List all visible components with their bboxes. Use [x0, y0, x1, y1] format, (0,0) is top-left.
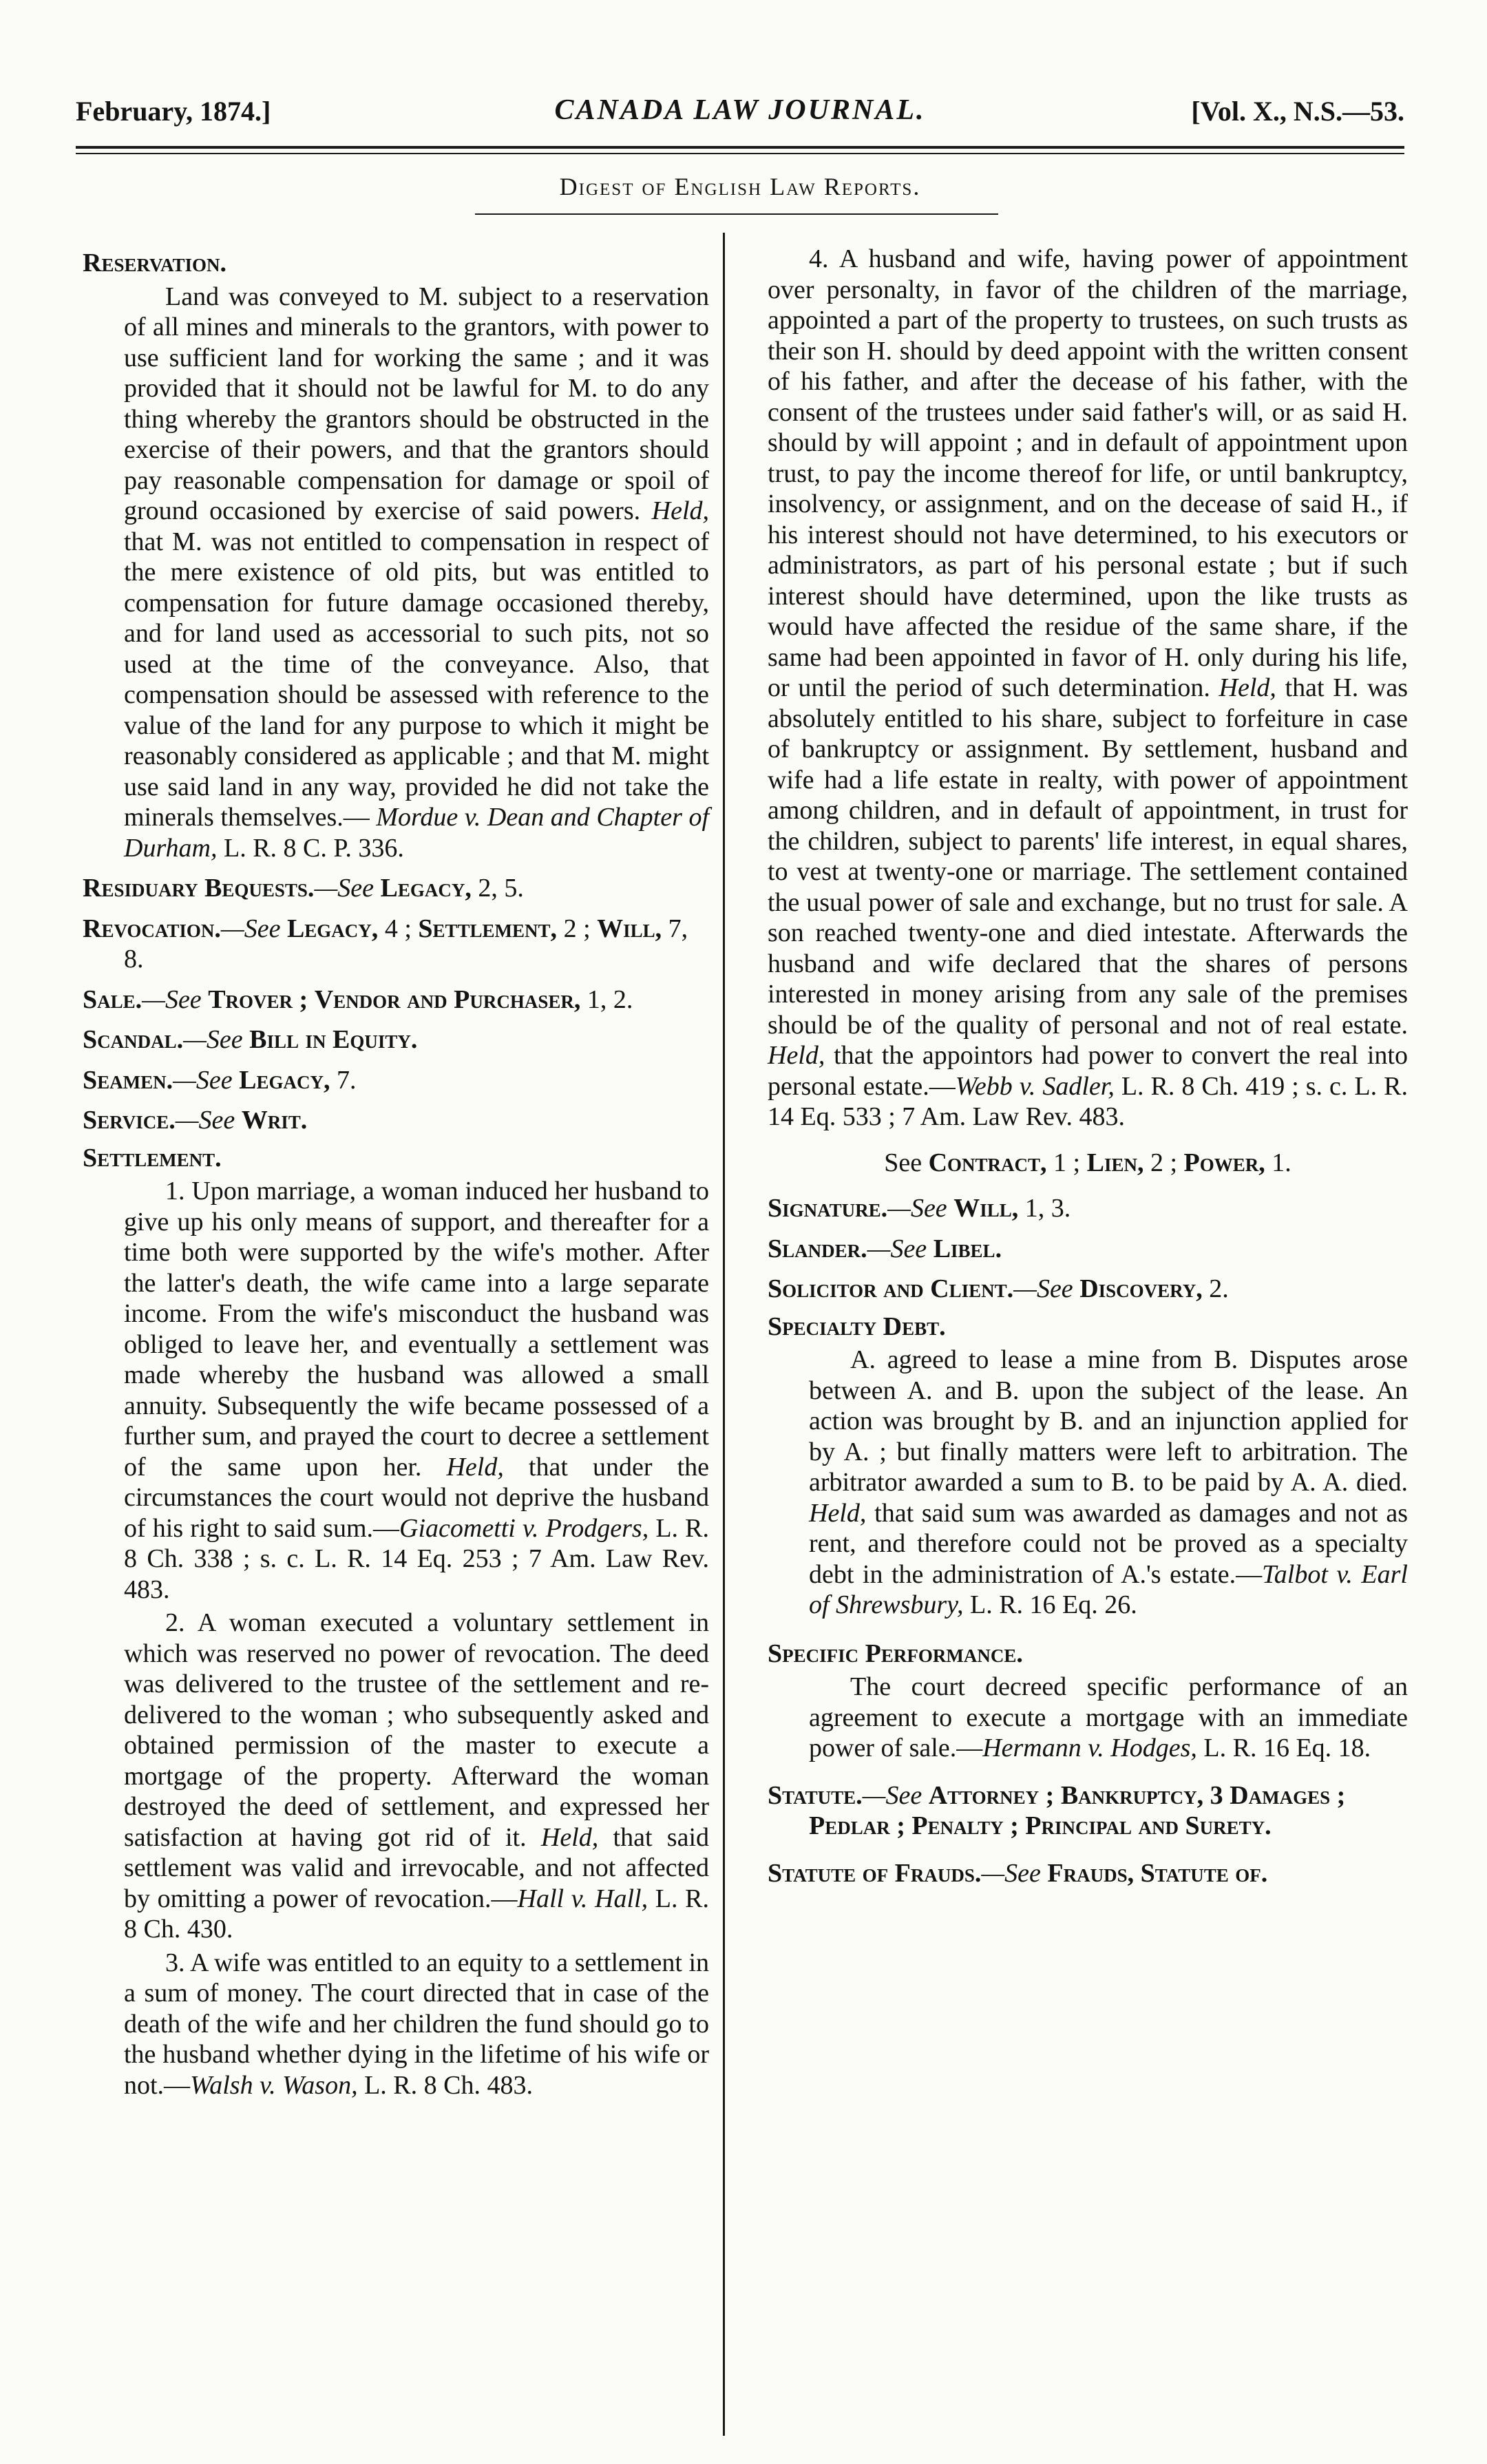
see-also-line: See Contract, 1 ; Lien, 2 ; Power, 1. — [884, 1148, 1291, 1177]
settlement-paragraph-4: 4. A husband and wife, having power of appointment over personalty, in favor of the children of the marriage, appointed a part of the property to trustees, on such trusts as their son H. should by deed appoint with the written consent of his father, and after the decease of his father, with the consent of the trustees under said father's will, or as said H. should by will appoint ; and in default of appointment upon trust, to pay the income thereof for life, or until bankruptcy, insolvency, or assignment, and on the decease of said H., if his interest should not have determined, to his executors or administrators, as part of his personal estate ; but if such interest should have determined, upon the like trusts as would have affected the residue of the same share, if the same had been appointed in favor of H. only during his life, or until the period of such determination. Held, that H. was absolutely entitled to his share, subject to forfeiture in case of bankruptcy or assignment. By settlement, husband and wife had a life estate in realty, with power of appointment among children, and in default of appointment, in trust for the children, subject to parents' life interest, in equal shares, to vest at twenty-one or marriage. The settlement contained the usual power of sale and exchange, but no trust for sale. A son reached twenty-one and died intestate. Afterwards the husband and wife declared that the shares of persons interested in money arising from any sale of the premises should be of the quality of personal and not of real estate. Held, that the appointors had power to convert the real into personal estate.—Webb v. Sadler, L. R. 8 Ch. 419 ; s. c. L. R. 14 Eq. 533 ; 7 Am. Law Rev. 483. — [768, 244, 1409, 1131]
settlement-paragraph-2: 2. A woman executed a voluntary settlement in which was reserved no power of revocation. The deed was delivered to the trustee of the settlement and re-delivered to the woman ; who subsequently asked and obtained permission of the master to execute a mortgage of the property. Afterward the woman destroyed the deed of settlement, and expressed her satisfaction at having got rid of it. Held, that said settlement was valid and irrevocable, and not affected by omitting a power of revocation.—Hall v. Hall, L. R. 8 Ch. 430. — [124, 1608, 710, 1944]
journal-title: CANADA LAW JOURNAL. — [554, 94, 926, 126]
header-rule-thick — [76, 146, 1404, 149]
xref-service: Service.—See Writ. — [83, 1106, 308, 1135]
entry-text-specific-performance: The court decreed specific performance of an agreement to execute a mortgage with an immediate power of sale.—Hermann v. Hodges, L. R. 16 Eq. 18. — [809, 1672, 1408, 1762]
entry-heading-reservation: Reservation. — [83, 249, 227, 277]
entry-text-specialty-debt: A. agreed to lease a mine from B. Disputes arose between A. and B. upon the subject of the lease. An action was brought by B. and an injunction applied for by A. ; but finally matters were left to arbitration. The arbitrator awarded a sum to B. to be paid by A. A. died. Held, that said sum was awarded as damages and not as rent, and therefore could not be proved as a specialty debt in the administration of A.'s estate.—Talbot v. Earl of Shrewsbury, L. R. 16 Eq. 26. — [809, 1345, 1408, 1619]
section-title: Digest of English Law Reports. — [559, 173, 921, 200]
issue-date: February, 1874.] — [76, 96, 271, 127]
xref-statute: Statute.—See Attorney ; Bankruptcy, 3 Damages ; Pedlar ; Penalty ; Principal and Surety. — [768, 1780, 1346, 1840]
entry-heading-specialty-debt: Specialty Debt. — [768, 1312, 946, 1341]
entry-heading-specific-performance: Specific Performance. — [768, 1639, 1023, 1668]
header-rule-thin — [76, 153, 1404, 154]
xref-signature: Signature.—See Will, 1, 3. — [768, 1194, 1071, 1223]
section-title-rule — [475, 213, 998, 215]
xref-solicitor-and-client: Solicitor and Client.—See Discovery, 2. — [768, 1274, 1229, 1303]
xref-seamen: Seamen.—See Legacy, 7. — [83, 1065, 357, 1095]
xref-revocation: Revocation.—See Legacy, 4 ; Settlement, 2 ; Will, 7, 8. — [83, 914, 688, 973]
xref-scandal: Scandal.—See Bill in Equity. — [83, 1025, 418, 1054]
settlement-paragraph-3: 3. A wife was entitled to an equity to a settlement in a sum of money. The court directed that in case of the death of the wife and her children the fund should go to the husband whether dying in the lifetime of his wife or not.—Walsh v. Wason, L. R. 8 Ch. 483. — [124, 1948, 709, 2100]
xref-residuary-bequests: Residuary Bequests.—See Legacy, 2, 5. — [83, 874, 524, 903]
xref-sale: Sale.—See Trover ; Vendor and Purchaser, 1, 2. — [83, 984, 633, 1014]
volume-number: [Vol. X., N.S.—53. — [1191, 96, 1404, 127]
left-column — [83, 241, 709, 2103]
xref-slander: Slander.—See Libel. — [768, 1234, 1002, 1263]
entry-text-reservation: Land was conveyed to M. subject to a reservation of all mines and minerals to the grantors, with power to use sufficient land for working the same ; and it was provided that it should not be lawful for M. to do any thing whereby the grantors should be obstructed in the exercise of their powers, and that the grantors should pay reasonable compensation for damage or spoil of ground occasioned by exercise of said powers. Held, that M. was not entitled to compensation in respect of the mere existence of old pits, but was entitled to compensation for future damage occasioned thereby, and for land used as accessorial to such pits, not so used at the time of the conveyance. Also, that compensation should be assessed with reference to the value of the land for any purpose to which it might be reasonably considered as applicable ; and that M. might use said land in any way, provided he did not take the minerals themselves.— Mordue v. Dean and Chapter of Durham, L. R. 8 C. P. 336. — [124, 282, 710, 863]
column-divider — [723, 233, 725, 2436]
xref-statute-of-frauds: Statute of Frauds.—See Frauds, Statute of. — [768, 1858, 1268, 1888]
settlement-paragraph-1: 1. Upon marriage, a woman induced her husband to give up his only means of support, and thereafter for a time both were supported by the wife's mother. After the latter's death, the wife came into a large separate income. From the wife's misconduct the husband was obliged to leave her, and eventually a settlement was made whereby the husband was allowed a small annuity. Subsequently the wife became possessed of a further sum, and prayed the court to decree a settlement of the same upon her. Held, that under the circumstances the court would not deprive the husband of his right to said sum.—Giacometti v. Prodgers, L. R. 8 Ch. 338 ; s. c. L. R. 14 Eq. 253 ; 7 Am. Law Rev. 483. — [124, 1177, 710, 1604]
entry-heading-settlement: Settlement. — [83, 1143, 222, 1172]
right-column — [768, 241, 1408, 1891]
running-header — [76, 88, 1404, 136]
